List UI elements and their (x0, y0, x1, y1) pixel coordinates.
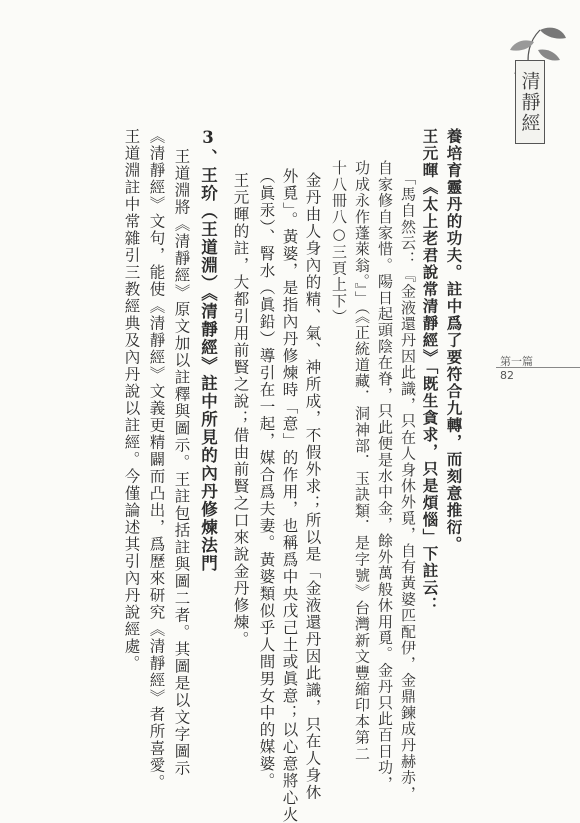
text-column-3: 「馬自然云：『金液還丹因此識，只在人身休外覓，自有黃婆匹配伊，金鼎鍊成丹赫赤， (399, 170, 417, 802)
part-label: 第一篇 (500, 355, 533, 368)
text-column-1: 養培育靈丹的功夫。註中爲了要符合九轉，而刻意推衍。 (444, 128, 464, 553)
text-column-2: 王元暉《太上老君說常清靜經》「既生貪求，只是煩惱」下註云： (420, 128, 440, 614)
text-column-14: 王道淵註中常雜引三教經典及內丹說以註經。今僅論述其引內丹說經處。 (122, 128, 141, 672)
text-column-13: 《清靜經》文句，能使《清靜經》文義更精闢而凸出，爲歷來研究《清靜經》者所喜愛。 (147, 128, 166, 791)
section-heading: 3、王玠（王道淵）《清靜經》註中所見的內丹修煉法門 (198, 128, 218, 573)
text-column-6: 十八冊八○三頁上下） (330, 160, 348, 325)
text-column-9: （眞汞）、腎水（眞鉛）導引在一起，媒合爲夫妻。黃婆類似乎人間男女中的媒婆。 (257, 168, 276, 790)
text-column-8: 外覓」。黃婆，是指內丹修煉時「意」的作用，也稱爲中央戊己土或眞意；以心意將心火 (280, 168, 299, 823)
text-column-12: 王道淵將《清靜經》原文加以註釋與圖示。王註包括註與圖二者。其圖是以文字圖示 (172, 148, 191, 777)
book-title-label: 清靜經 (515, 60, 545, 144)
page-number: 82 (500, 369, 514, 382)
text-column-7: 金丹由人身內的精、氣、神所成，不假外求；所以是「金液還丹因此識，只在人身休 (303, 172, 322, 801)
text-column-4: 自家修自家惜。陽日起頭陰在脊，只此便是水中金，餘外萬般休用覓。金丹只此百日功， (376, 160, 394, 792)
text-column-5: 功成永作蓬萊翁。』」（《正統道藏．洞神部．玉訣類．是字號》台灣新文豐縮印本第二 (353, 160, 371, 762)
text-column-10: 王元暉的註，大都引用前賢之說；借由前賢之口來說金丹修煉。 (231, 172, 250, 648)
